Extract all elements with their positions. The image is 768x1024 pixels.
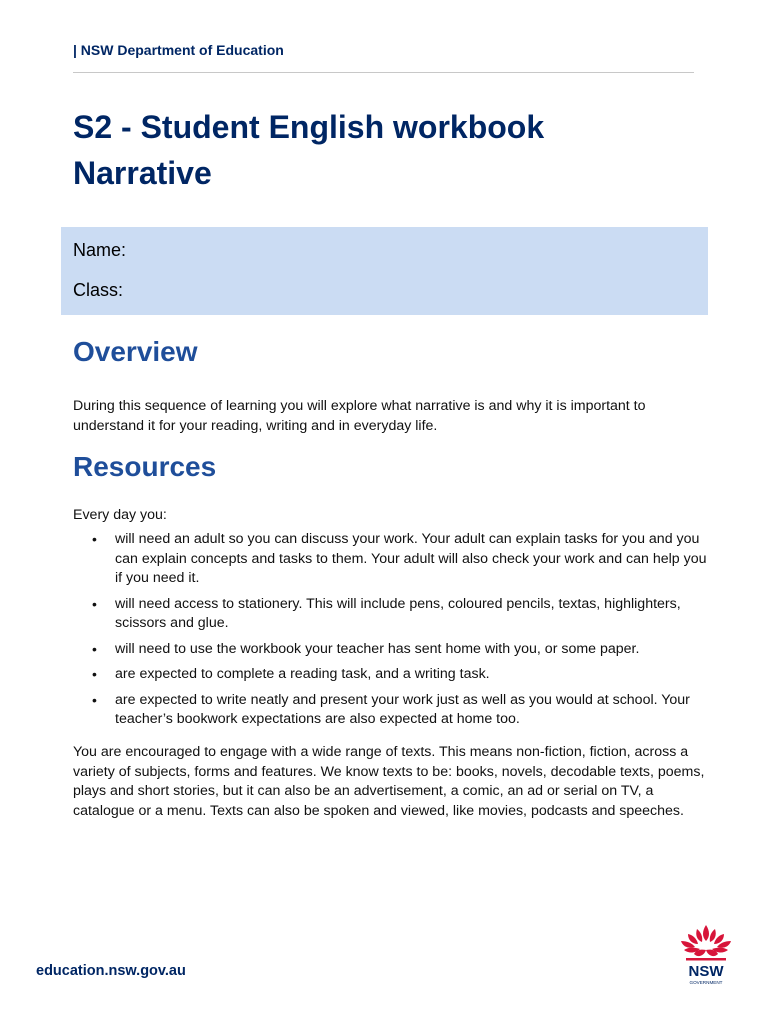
logo-wordmark: NSW bbox=[688, 963, 724, 980]
resources-heading: Resources bbox=[73, 451, 217, 482]
header-department: | NSW Department of Education bbox=[73, 42, 284, 58]
page-title bbox=[73, 104, 713, 196]
list-item-text: are expected to complete a reading task, and a writing task. bbox=[115, 666, 490, 682]
bullet-icon: • bbox=[92, 640, 97, 657]
list-item bbox=[73, 665, 708, 685]
overview-heading: Overview bbox=[73, 336, 198, 367]
title-line-1: S2 - Student English workbook bbox=[73, 109, 545, 145]
bullet-icon: • bbox=[92, 691, 97, 708]
bullet-icon: • bbox=[92, 531, 97, 547]
list-item bbox=[73, 595, 708, 634]
name-label: Name: bbox=[73, 240, 127, 260]
resources-list bbox=[73, 530, 708, 736]
resources-intro: Every day you: bbox=[73, 507, 167, 523]
header-divider bbox=[73, 72, 694, 73]
overview-paragraph: During this sequence of learning you will explore what narrative is and why it is important to understand it for your reading, writing and in everyday life. bbox=[73, 398, 646, 434]
waratah-icon bbox=[681, 925, 731, 961]
bullet-icon: • bbox=[92, 595, 97, 612]
list-item bbox=[73, 530, 708, 589]
student-info-box bbox=[61, 227, 708, 315]
bullet-icon: • bbox=[92, 666, 97, 682]
footer-url: education.nsw.gov.au bbox=[36, 963, 186, 979]
class-label: Class: bbox=[73, 280, 124, 300]
nsw-government-logo bbox=[676, 921, 736, 991]
list-item-text: will need an adult so you can discuss your work. Your adult can explain tasks for you and you can explain concepts and tasks to them. Your adult will also check your work and can help you if you need it. bbox=[115, 531, 707, 586]
list-item-text: are expected to write neatly and present your work just as well as you would at school. Your teacher’s bookwork expectations are also expected at home too. bbox=[115, 691, 690, 727]
list-item bbox=[73, 640, 708, 660]
list-item-text: will need access to stationery. This will include pens, coloured pencils, textas, highlighters, scissors and glue. bbox=[115, 595, 681, 631]
logo-subtext: GOVERNMENT bbox=[689, 980, 723, 985]
closing-paragraph: You are encouraged to engage with a wide range of texts. This means non-fiction, fiction, across a variety of subjects, forms and features. We know texts to be: books, novels, decodable texts, poems, plays and short stories, but it can also be an advertisement, a comic, an ad or serial on TV, a catalogue or a menu. Texts can also be spoken and viewed, like movies, podcasts and speeches. bbox=[73, 744, 705, 819]
list-item bbox=[73, 691, 708, 730]
title-line-2: Narrative bbox=[73, 155, 212, 191]
list-item-text: will need to use the workbook your teacher has sent home with you, or some paper. bbox=[115, 640, 640, 657]
